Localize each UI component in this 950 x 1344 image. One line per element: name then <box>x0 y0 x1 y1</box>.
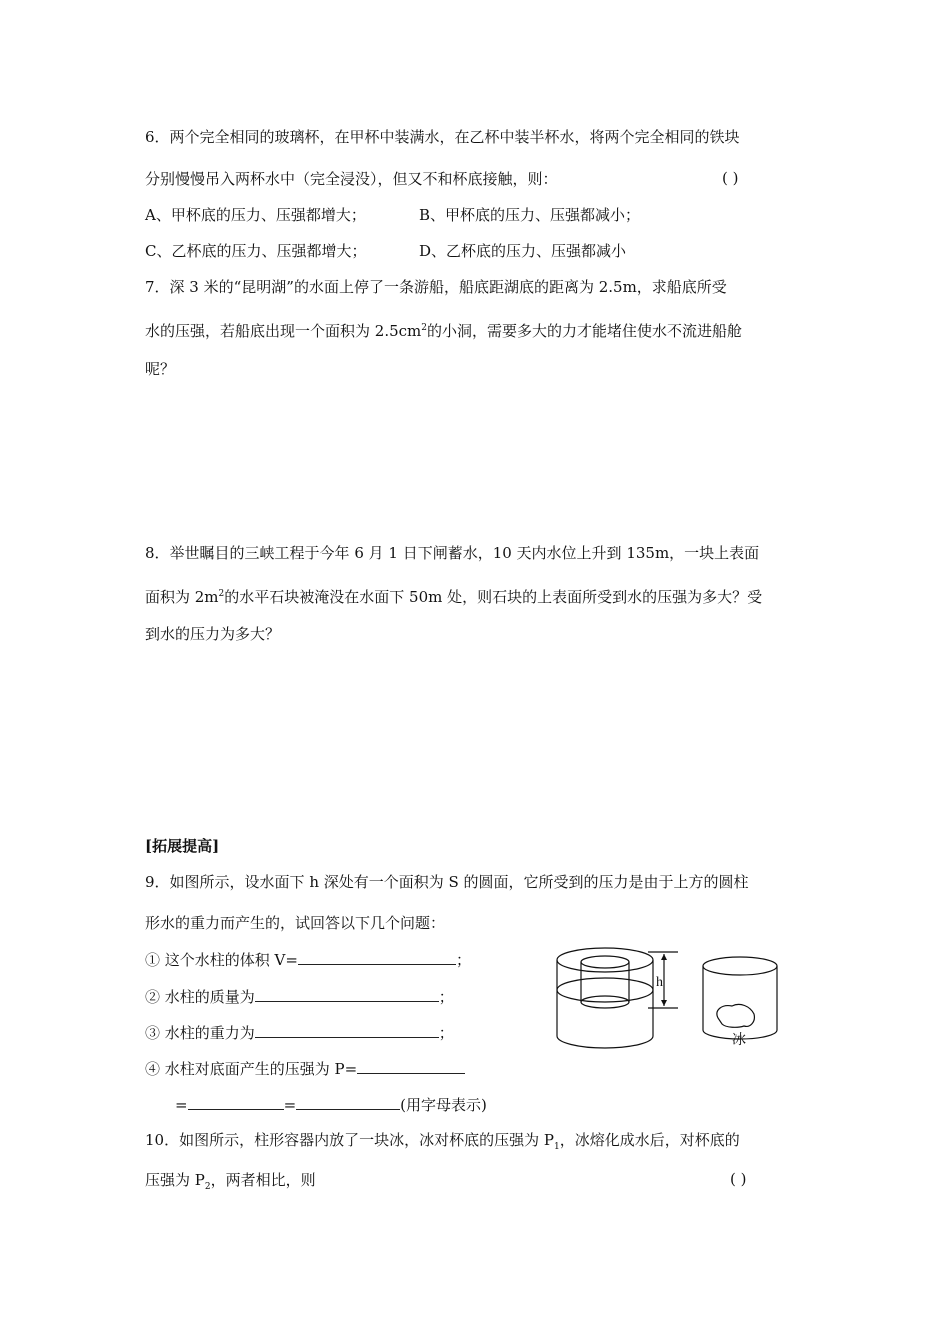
cylinder-figure <box>552 944 792 1064</box>
q9-item-5-equals-1: = <box>175 1096 188 1114</box>
q6-option-d: D、乙杯底的压力、压强都减小 <box>419 242 627 260</box>
big-cylinder-bottom <box>557 1036 653 1048</box>
q9-item-2-label: ② 水柱的质量为 <box>145 988 255 1006</box>
q6-line-2: 分别慢慢吊入两杯水中（完全浸没），但又不和杯底接触，则： <box>145 170 558 188</box>
q9-item-5-blank-2 <box>296 1095 400 1110</box>
q8-line-1: 8．举世瞩目的三峡工程于今年 6 月 1 日下闸蓄水，10 天内水位上升到 135m，一块上表面 <box>145 544 760 562</box>
q6-answer-bracket: ( ) <box>722 169 739 187</box>
q9-item-1-suffix: ； <box>455 951 471 969</box>
fig-ice-label: 冰 <box>732 1033 746 1048</box>
q10-line-2-text-b: ，两者相比，则 <box>210 1171 316 1189</box>
q10-line-1 <box>145 1130 740 1157</box>
q9-item-1-blank <box>298 950 456 965</box>
q9-item-3-blank <box>255 1023 439 1038</box>
water-column-top <box>581 956 629 968</box>
fig-h-label: h <box>656 975 663 990</box>
water-surface-back <box>557 978 653 990</box>
q10-line-2 <box>145 1170 316 1197</box>
q9-item-1 <box>145 950 471 970</box>
q10-subscript-1: 1 <box>553 1142 560 1152</box>
q9-line-1: 9．如图所示，设水面下 h 深处有一个面积为 S 的圆面，它所受到的压力是由于上方的圆柱 <box>145 873 749 891</box>
small-cylinder-rim <box>703 957 777 975</box>
q9-item-1-label: ① 这个水柱的体积 V= <box>145 951 298 969</box>
q9-item-5-equals-2: = <box>283 1096 297 1114</box>
q8-line-2-text-b: 的水平石块被淹没在水面下 50m 处，则石块的上表面所受到水的压强为多大？受 <box>224 588 763 606</box>
q6-line-1: 6．两个完全相同的玻璃杯，在甲杯中装满水，在乙杯中装半杯水，将两个完全相同的铁块 <box>145 128 740 146</box>
q7-line-2-text-a: 水的压强，若船底出现一个面积为 2.5cm <box>145 322 422 340</box>
q10-line-1-text-b: ，冰熔化成水后，对杯底的 <box>559 1131 740 1149</box>
q9-item-4 <box>145 1059 465 1079</box>
q8-line-3: 到水的压力为多大？ <box>145 625 281 643</box>
arrow-down-icon <box>661 1000 667 1006</box>
arrow-up-icon <box>661 954 667 960</box>
q9-item-3-suffix: ； <box>438 1024 454 1042</box>
q10-line-1-text-a: 10．如图所示，柱形容器内放了一块冰，冰对杯底的压强为 P <box>145 1131 554 1149</box>
q9-item-4-label: ④ 水柱对底面产生的压强为 P= <box>145 1060 358 1078</box>
q7-line-2-text-b: 的小洞，需要多大的力才能堵住使水不流进船舱 <box>426 322 742 340</box>
q7-line-3: 呢？ <box>145 360 176 378</box>
q10-subscript-2: 2 <box>204 1182 211 1192</box>
q10-answer-bracket: ( ) <box>730 1170 747 1188</box>
q6-option-a: A、甲杯底的压力、压强都增大； <box>145 206 366 224</box>
section-heading: [拓展提高] <box>145 837 220 855</box>
q6-option-b: B、甲杯底的压力、压强都减小； <box>419 206 641 224</box>
q7-line-2 <box>145 318 742 341</box>
q9-item-2-blank <box>255 987 439 1002</box>
q9-item-3 <box>145 1023 454 1043</box>
q9-line-2: 形水的重力而产生的，试回答以下几个问题： <box>145 914 446 932</box>
ice-block <box>717 1004 754 1027</box>
q9-item-3-label: ③ 水柱的重力为 <box>145 1024 255 1042</box>
q8-superscript: 2 <box>218 589 225 599</box>
q10-line-2-text-a: 压强为 P <box>145 1171 205 1189</box>
q6-option-c: C、乙杯底的压力、压强都增大； <box>145 242 367 260</box>
q9-item-5-blank-1 <box>188 1095 284 1110</box>
q7-superscript: 2 <box>421 323 427 333</box>
q9-item-2 <box>145 987 454 1007</box>
q9-item-4-blank <box>357 1059 465 1074</box>
q7-line-1: 7．深 3 米的“昆明湖”的水面上停了一条游船，船底距湖底的距离为 2.5m，求船底所受 <box>145 278 727 296</box>
q9-item-5 <box>175 1095 487 1115</box>
q9-item-5-note: (用字母表示) <box>400 1096 487 1114</box>
q8-line-2 <box>145 584 762 607</box>
q8-line-2-text-a: 面积为 2m <box>145 588 219 606</box>
q9-item-2-suffix: ； <box>438 988 454 1006</box>
